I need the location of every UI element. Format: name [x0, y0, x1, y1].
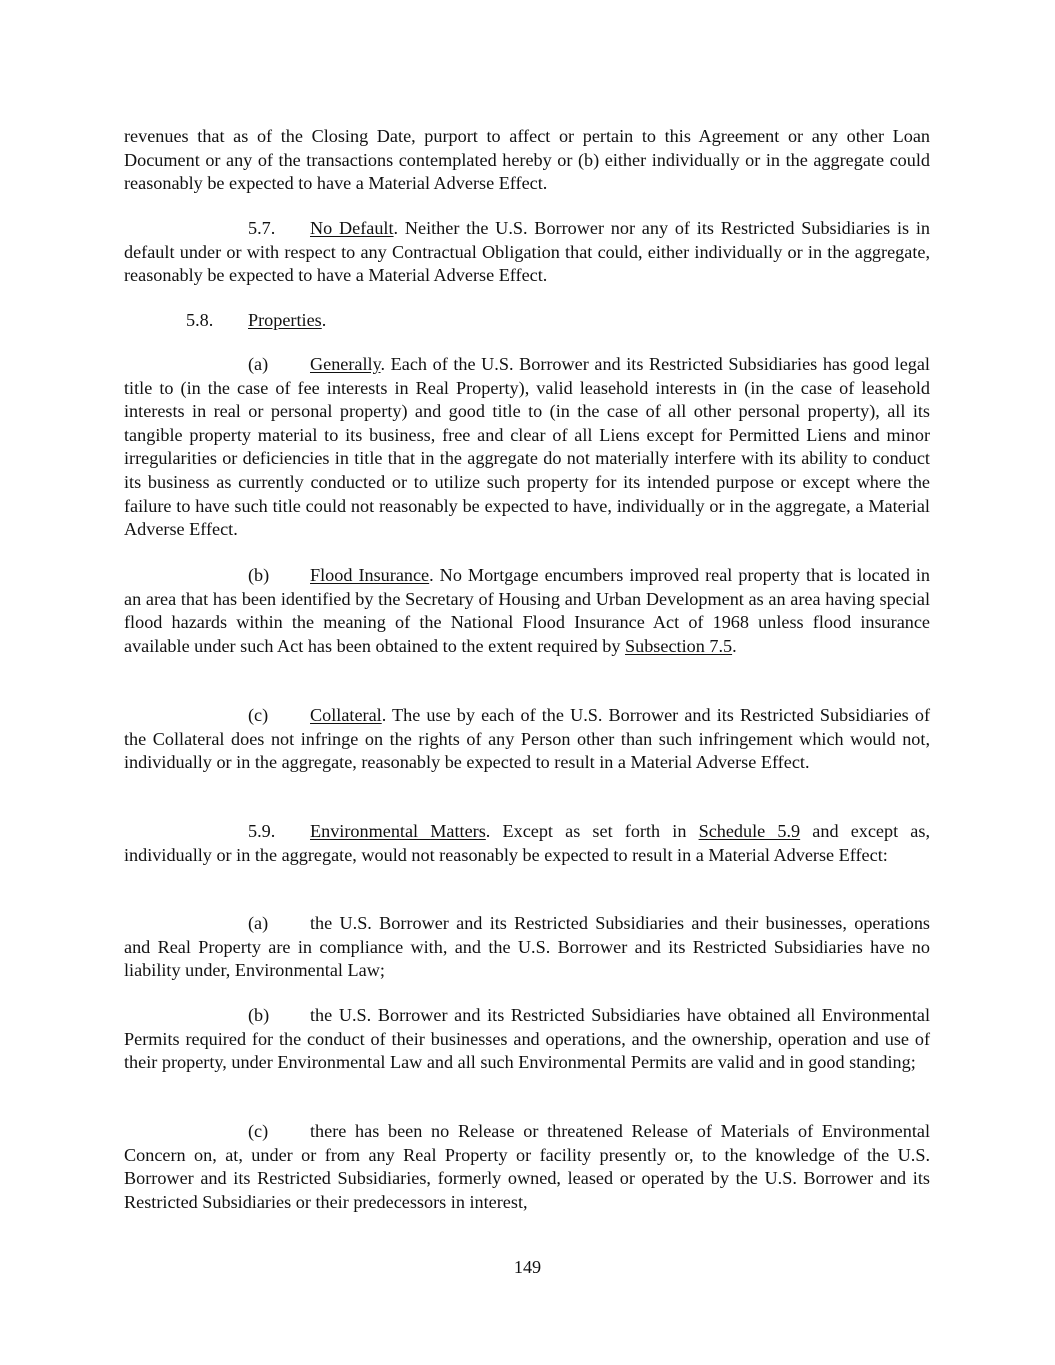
section-heading: No Default — [310, 218, 394, 238]
section-5-8-a — [124, 353, 930, 542]
clause-heading: Collateral — [310, 705, 382, 725]
clause-label: (b) — [248, 565, 270, 585]
clause-text: the U.S. Borrower and its Restricted Subsidiaries and their businesses, operations and Real Property are in compliance with, and the U.S. Borrower and its Restricted Subsidiaries have no liability under, Environmental Law; — [124, 913, 930, 981]
clause-text: . Each of the U.S. Borrower and its Restricted Subsidiaries has good legal title to (in the case of fee interests in Real Property), valid leasehold interests in (in the case of leasehold interests in real or personal property) and good title to (in the case of all other personal property), all its tangible property material to its business, free and clear of all Liens except for Permitted Liens and minor irregularities or deficiencies in title that in the aggregate do not materially interfere with its ability to conduct its business as currently conducted or to utilize such property for its intended purpose or except where the failure to have such title could not reasonably be expected to have, individually or in the aggregate, a Material Adverse Effect. — [124, 354, 930, 540]
section-5-7 — [124, 217, 930, 288]
clause-text: . No Mortgage encumbers improved real property that is located in an area that has been identified by the Secretary of Housing and Urban Development as an area having special flood hazards within the meaning of the National Flood Insurance Act of 1968 unless flood insurance available under such Act has been obtained to the extent required by — [124, 565, 930, 656]
intro-paragraph: revenues that as of the Closing Date, purport to affect or pertain to this Agreement or any other Loan Document or any of the transactions contemplated hereby or (b) either individually or in the aggregate could reasonably be expected to have a Material Adverse Effect. — [124, 126, 930, 194]
clause-text: . The use by each of the U.S. Borrower and its Restricted Subsidiaries of the Collateral does not infringe on the rights of any Person other than such infringement which would not, individually or in the aggregate, reasonably be expected to result in a Material Adverse Effect. — [124, 705, 930, 773]
section-5-9: 5.9. Environmental Matters. Except as set forth in Schedule 5.9 and except as, individually or in the aggregate, would not reasonably be expected to result in a Material Adverse Effect: — [124, 821, 930, 865]
clause-heading: Flood Insurance — [310, 565, 430, 585]
section-number: 5.9. — [248, 821, 276, 841]
clause-label: (c) — [248, 1121, 269, 1141]
clause-text: the U.S. Borrower and its Restricted Subsidiaries have obtained all Environmental Permits required for the conduct of their businesses and operations, and the ownership, operation and use of their property, under Environmental Law and all such Environmental Permits are valid and in good standing; — [124, 1005, 930, 1073]
page-number: 149 — [513, 1257, 542, 1277]
section-heading: Properties — [248, 310, 322, 330]
section-number: 5.7. — [248, 218, 276, 238]
section-5-9-a — [124, 912, 930, 983]
clause-label: (a) — [248, 354, 269, 374]
cross-reference: Schedule 5.9 — [698, 821, 801, 841]
clause-label: (b) — [248, 1005, 270, 1025]
section-5-8-c — [124, 704, 930, 775]
section-text: . Neither the U.S. Borrower nor any of its Restricted Subsidiaries is in default under or with respect to any Contractual Obligation that could, either individually or in the aggregate, reasonably be expected to have a Material Adverse Effect. — [124, 218, 930, 286]
clause-label: (a) — [248, 913, 269, 933]
clause-heading: Generally — [310, 354, 381, 374]
clause-label: (c) — [248, 705, 269, 725]
section-5-9-b — [124, 1004, 930, 1075]
section-5-9-c — [124, 1120, 930, 1214]
section-5-8: 5.8. Properties. — [124, 309, 930, 333]
clause-text: there has been no Release or threatened Release of Materials of Environmental Concern on, at, under or from any Real Property or facility presently or, to the knowledge of the U.S. Borrower and its Restricted Subsidiaries, formerly owned, leased or operated by the U.S. Borrower and its Restricted Subsidiaries or their predecessors in interest, — [124, 1121, 930, 1212]
section-number: 5.8. — [186, 310, 214, 330]
cross-reference: Subsection 7.5 — [625, 635, 733, 656]
section-5-8-b: (b) Flood Insurance. No Mortgage encumbers improved real property that is located in an area that has been identified by the Secretary of Housing and Urban Development as an area having special flood hazards within the meaning of the National Flood Insurance Act of 1968 unless flood insurance available under such Act has been obtained to the extent required by Subsection 7.5. — [124, 565, 930, 656]
section-heading: Environmental Matters — [310, 821, 486, 841]
